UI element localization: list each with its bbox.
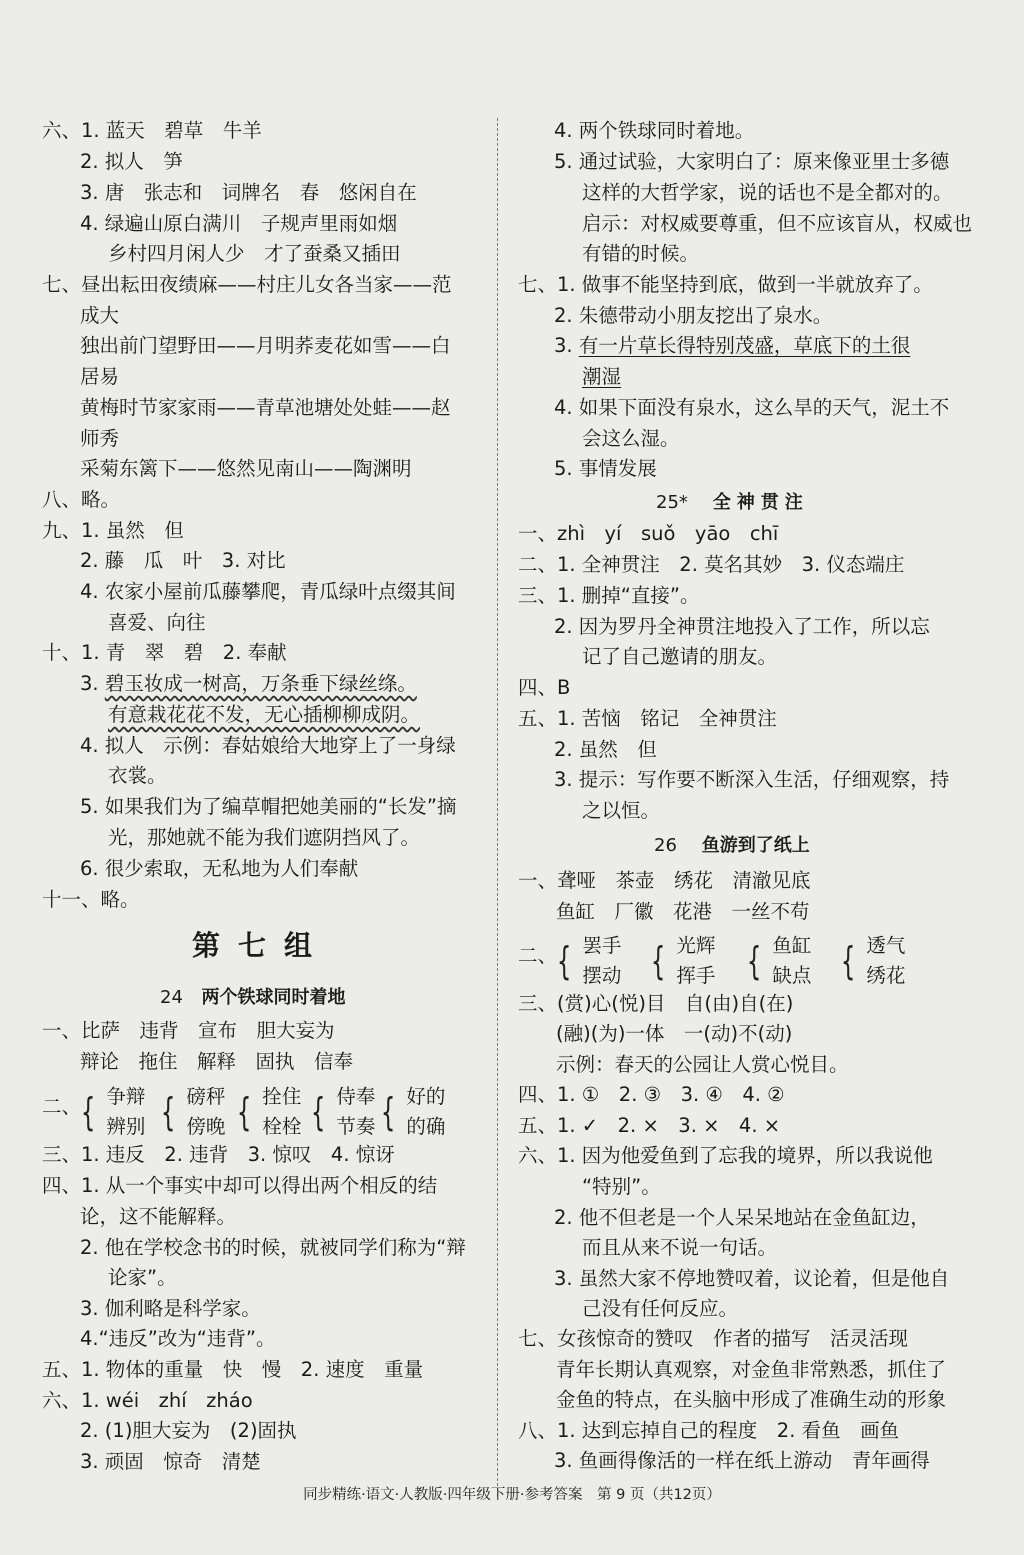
answer-line: 5. 如果我们为了编草帽把她美丽的“长发”摘: [80, 795, 457, 818]
answer-line: 五、1. 物体的重量 快 慢 2. 速度 重量: [42, 1358, 424, 1381]
item-number: 3.: [554, 334, 573, 357]
answer-line: 这样的大哲学家，说的话也不是全都对的。: [582, 181, 953, 204]
word: 鱼缸: [772, 934, 812, 957]
word: 节奏: [336, 1115, 376, 1138]
answer-line: 2. 拟人 笋: [80, 150, 183, 173]
brace: {: [746, 939, 762, 983]
section-heading: [656, 490, 809, 515]
underlined-answer: 有一片草长得特别茂盛，草底下的土很: [578, 334, 911, 357]
answer-line: 4. 两个铁球同时着地。: [554, 119, 755, 142]
word-group: [306, 1082, 375, 1142]
word: 侍奉: [336, 1085, 376, 1108]
answer-line: 四、1. ① 2. ③ 3. ④ 4. ②: [518, 1083, 785, 1106]
answer-line: 记了自己邀请的朋友。: [582, 645, 778, 668]
word: 栓栓: [262, 1115, 302, 1138]
answer-line: 六、1. 蓝天 碧草 牛羊: [42, 119, 262, 142]
word: 摆动: [582, 964, 622, 987]
section-title: 两个铁球同时着地: [201, 987, 346, 1008]
answer-line: 青年长期认真观察，对金鱼非常熟悉，抓住了: [556, 1358, 947, 1381]
answer-line: 5. 事情发展: [554, 457, 657, 480]
answer-line: 3. 虽然大家不停地赞叹着，议论着，但是他自: [554, 1267, 950, 1290]
answer-line: 2. 朱德带动小朋友挖出了泉水。: [554, 304, 833, 327]
answer-line: 四、1. 从一个事实中却可以得出两个相反的结: [42, 1174, 438, 1197]
answer-line: 衣裳。: [108, 764, 167, 787]
answer-line: 二、: [518, 944, 558, 967]
brace: {: [650, 939, 666, 983]
answer-line: 3. 伽利略是科学家。: [80, 1297, 261, 1320]
group-title: 第七组: [192, 929, 331, 962]
answer-line: 辩论 拖住 解释 固执 信奉: [80, 1050, 354, 1073]
answer-line: 一、zhì yí suǒ yāo chī: [518, 522, 779, 545]
answer-line: 2. 虽然 但: [554, 738, 657, 761]
answer-line: 启示：对权威要尊重，但不应该盲从，权威也: [582, 212, 973, 235]
answer-line: 四、B: [518, 676, 571, 699]
word-group: [156, 1082, 225, 1142]
answer-line: 师秀: [80, 427, 120, 450]
word: 绣花: [866, 964, 906, 987]
answer-line: 七、1. 做事不能坚持到底，做到一半就放弃了。: [518, 273, 933, 296]
answer-line: 4. 拟人 示例：春姑娘给大地穿上了一身绿: [80, 734, 456, 757]
answer-line: 三、1. 违反 2. 违背 3. 惊叹 4. 惊讶: [42, 1143, 395, 1166]
page-footer: 同步精练·语文·人教版·四年级下册·参考答案 第 9 页（共12页）: [303, 1487, 721, 1503]
answer-line: [80, 672, 417, 696]
answer-line: 十、1. 青 翠 碧 2. 奉献: [42, 641, 287, 664]
section-number: 24: [160, 987, 183, 1008]
answer-line: 黄梅时节家家雨——青草池塘处处蛙——赵: [80, 396, 451, 419]
answer-line: 2. (1)胆大妄为 (2)固执: [80, 1419, 297, 1442]
answer-line: 六、1. 因为他爱鱼到了忘我的境界，所以我说他: [518, 1144, 933, 1167]
word: 的确: [406, 1115, 446, 1138]
answer-line: 有错的时候。: [582, 242, 700, 265]
word-group: [742, 931, 811, 991]
brace: {: [556, 939, 572, 983]
answer-line: 4. 如果下面没有泉水，这么旱的天气，泥土不: [554, 396, 950, 419]
column-divider: [497, 118, 498, 1496]
section-number: 25*: [656, 492, 688, 513]
brace: {: [380, 1090, 396, 1134]
word-group: [836, 931, 905, 991]
answer-line: 九、1. 虽然 但: [42, 519, 184, 542]
section-title: 全神贯注: [712, 492, 809, 513]
answer-line: 3. 唐 张志和 词牌名 春 悠闲自在: [80, 181, 417, 204]
answer-line: 4. 绿遍山原白满川 子规声里雨如烟: [80, 212, 398, 235]
answer-line: 二、: [42, 1095, 82, 1118]
word: 好的: [406, 1085, 446, 1108]
answer-line: “特别”。: [582, 1175, 661, 1198]
answer-line: 鱼缸 厂徽 花港 一丝不苟: [556, 900, 810, 923]
word: 透气: [866, 934, 906, 957]
word-group: [232, 1082, 301, 1142]
word: 拴住: [262, 1085, 302, 1108]
answer-line: 3. 顽固 惊奇 清楚: [80, 1450, 261, 1473]
answer-line: 4. 农家小屋前瓜藤攀爬，青瓜绿叶点缀其间: [80, 580, 456, 603]
answer-line: [554, 334, 910, 358]
answer-line: 2. 他不但老是一个人呆呆地站在金鱼缸边，: [554, 1206, 930, 1229]
answer-line: 采菊东篱下——悠然见南山——陶渊明: [80, 457, 412, 480]
answer-line: 六、1. wéi zhí zháo: [42, 1389, 253, 1412]
section-number: 26: [654, 835, 677, 856]
answer-line: 喜爱、向往: [108, 611, 206, 634]
answer-line: 2. 他在学校念书的时候，就被同学们称为“辩: [80, 1236, 466, 1259]
answer-line: 成大: [80, 304, 120, 327]
answer-line: 一、聋哑 茶壶 绣花 清澈见底: [518, 869, 811, 892]
answer-line: 七、昼出耘田夜绩麻——村庄儿女各当家——范: [42, 273, 452, 296]
brace: {: [236, 1090, 252, 1134]
word-group: [76, 1082, 145, 1142]
answer-line: 论家”。: [108, 1266, 177, 1289]
section-title: 鱼游到了纸上: [701, 835, 810, 856]
answer-line: (融)(为)一体 一(动)不(动): [556, 1022, 793, 1045]
word: 缺点: [772, 964, 812, 987]
brace: {: [310, 1090, 326, 1134]
answer-line: 十一、略。: [42, 888, 140, 911]
answer-line: 会这么湿。: [582, 427, 680, 450]
word: 磅秤: [186, 1085, 226, 1108]
answer-line: 示例：春天的公园让人赏心悦目。: [556, 1053, 849, 1076]
answer-line: 居易: [80, 365, 120, 388]
answer-line: 二、1. 全神贯注 2. 莫名其妙 3. 仪态端庄: [518, 553, 905, 576]
answer-line: 论，这不能解释。: [80, 1205, 237, 1228]
word: 光辉: [676, 934, 716, 957]
word: 辨别: [106, 1115, 146, 1138]
word-group: [376, 1082, 445, 1142]
answer-line: 五、1. 苦恼 铭记 全神贯注: [518, 707, 777, 730]
answer-line: 五、1. ✓ 2. × 3. × 4. ×: [518, 1114, 781, 1137]
word-group: [552, 931, 621, 991]
answer-line: 八、略。: [42, 488, 121, 511]
answer-line: 5. 通过试验，大家明白了：原来像亚里士多德: [554, 150, 950, 173]
answer-line: 3. 提示：写作要不断深入生活，仔细观察，持: [554, 768, 950, 791]
brace: {: [840, 939, 856, 983]
word-group: [646, 931, 715, 991]
answer-line: 七、女孩惊奇的赞叹 作者的描写 活灵活现: [518, 1327, 909, 1350]
item-number: 3.: [80, 672, 99, 695]
section-heading: [160, 985, 346, 1010]
underlined-answer: 有意栽花花不发，无心插柳柳成阴。: [108, 703, 421, 726]
underlined-answer: 潮湿: [582, 365, 622, 388]
section-heading: [654, 833, 810, 858]
word: 争辩: [106, 1085, 146, 1108]
answer-line: 2. 因为罗丹全神贯注地投入了工作，所以忘: [554, 615, 930, 638]
answer-line: 己没有任何反应。: [582, 1297, 739, 1320]
answer-line: 三、1. 删掉“直接”。: [518, 584, 700, 607]
answer-line: 4.“违反”改为“违背”。: [80, 1327, 276, 1350]
answer-line: 一、比萨 违背 宣布 胆大妄为: [42, 1019, 335, 1042]
underlined-answer: 碧玉妆成一树高，万条垂下绿丝绦。: [104, 672, 417, 695]
answer-line: 乡村四月闲人少 才了蚕桑又插田: [108, 242, 401, 265]
answer-line: 6. 很少索取，无私地为人们奉献: [80, 857, 359, 880]
answer-line: 而且从来不说一句话。: [582, 1236, 778, 1259]
answer-line: 三、(赏)心(悦)目 自(由)自(在): [518, 992, 794, 1015]
brace: {: [80, 1090, 96, 1134]
word: 挥手: [676, 964, 716, 987]
answer-line: 3. 鱼画得像活的一样在纸上游动 青年画得: [554, 1449, 930, 1472]
answer-line: 之以恒。: [582, 799, 661, 822]
word: 傍晚: [186, 1115, 226, 1138]
answer-line: 金鱼的特点，在头脑中形成了准确生动的形象: [556, 1388, 947, 1411]
answer-line: 光，那她就不能为我们遮阴挡风了。: [108, 826, 421, 849]
answer-line: 独出前门望野田——月明荞麦花如雪——白: [80, 334, 451, 357]
word: 罢手: [582, 934, 622, 957]
answer-line: 八、1. 达到忘掉自己的程度 2. 看鱼 画鱼: [518, 1419, 900, 1442]
brace: {: [160, 1090, 176, 1134]
answer-line: 2. 藤 瓜 叶 3. 对比: [80, 549, 286, 572]
